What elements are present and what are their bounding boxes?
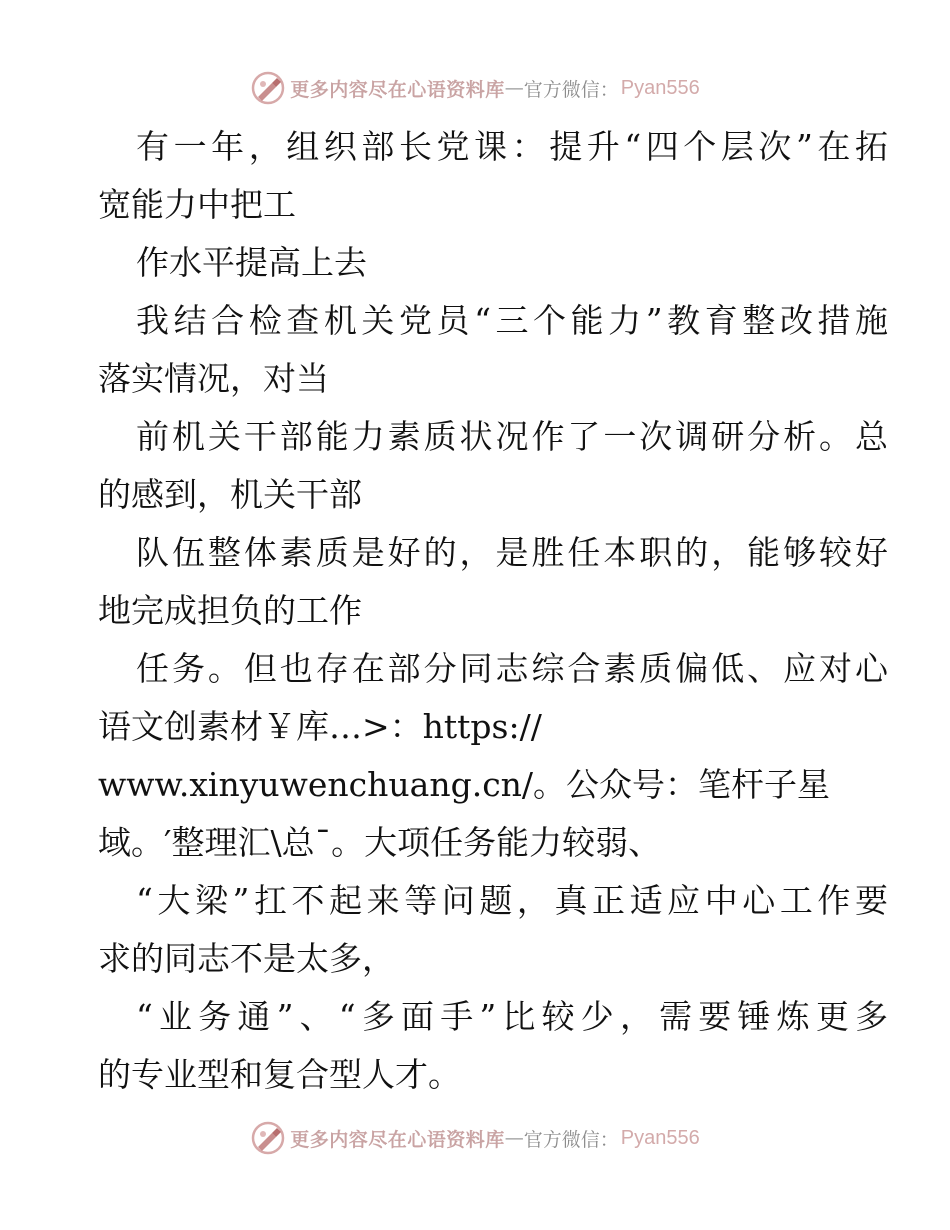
text-line: 宽能力中把工 — [98, 185, 296, 224]
footer-wechat-id: Pyan556 — [620, 1126, 700, 1149]
text-line: www.xinyuwenchuang.cn/。公众号：笔杆子星 — [98, 765, 831, 804]
text-line: 域。′整理汇\总¯。大项任务能力较弱、 — [98, 823, 662, 862]
footer-watermark — [0, 1118, 950, 1158]
footer-separator: — — [504, 1127, 524, 1149]
text-line: 求的同志不是太多， — [98, 939, 395, 978]
text-line: 队伍整体素质是好的，是胜任本职的，能够较好 — [136, 533, 888, 572]
text-line: “大梁”扛不起来等问题，真正适应中心工作要 — [136, 881, 888, 920]
text-line: 任务。但也存在部分同志综合素质偏低、应对心 — [136, 649, 888, 688]
text-line: 我结合检查机关党员“三个能力”教育整改措施 — [136, 301, 888, 340]
pen-logo-icon — [250, 1120, 286, 1156]
header-wechat-label: 官方微信： — [523, 78, 619, 101]
header-slogan: 更多内容尽在心语资料库 — [290, 78, 505, 101]
text-line: 作水平提高上去 — [136, 243, 367, 282]
text-line: 语文创素材￥库…>：https:// — [98, 707, 542, 746]
text-line: 的感到，机关干部 — [98, 475, 362, 514]
header-watermark — [0, 68, 950, 108]
footer-slogan: 更多内容尽在心语资料库 — [290, 1128, 505, 1151]
text-line: “业务通”、“多面手”比较少，需要锤炼更多 — [136, 997, 888, 1036]
footer-wechat-label: 官方微信： — [523, 1128, 619, 1151]
header-separator: — — [504, 77, 524, 99]
text-line: 落实情况，对当 — [98, 359, 329, 398]
text-line: 的专业型和复合型人才。 — [98, 1055, 461, 1094]
text-line: 前机关干部能力素质状况作了一次调研分析。总 — [136, 417, 888, 456]
header-wechat-id: Pyan556 — [620, 76, 700, 99]
document-body — [98, 118, 888, 1104]
pen-logo-icon — [250, 70, 286, 106]
text-line: 地完成担负的工作 — [98, 591, 362, 630]
text-line: 有一年，组织部长党课：提升“四个层次”在拓 — [136, 127, 888, 166]
